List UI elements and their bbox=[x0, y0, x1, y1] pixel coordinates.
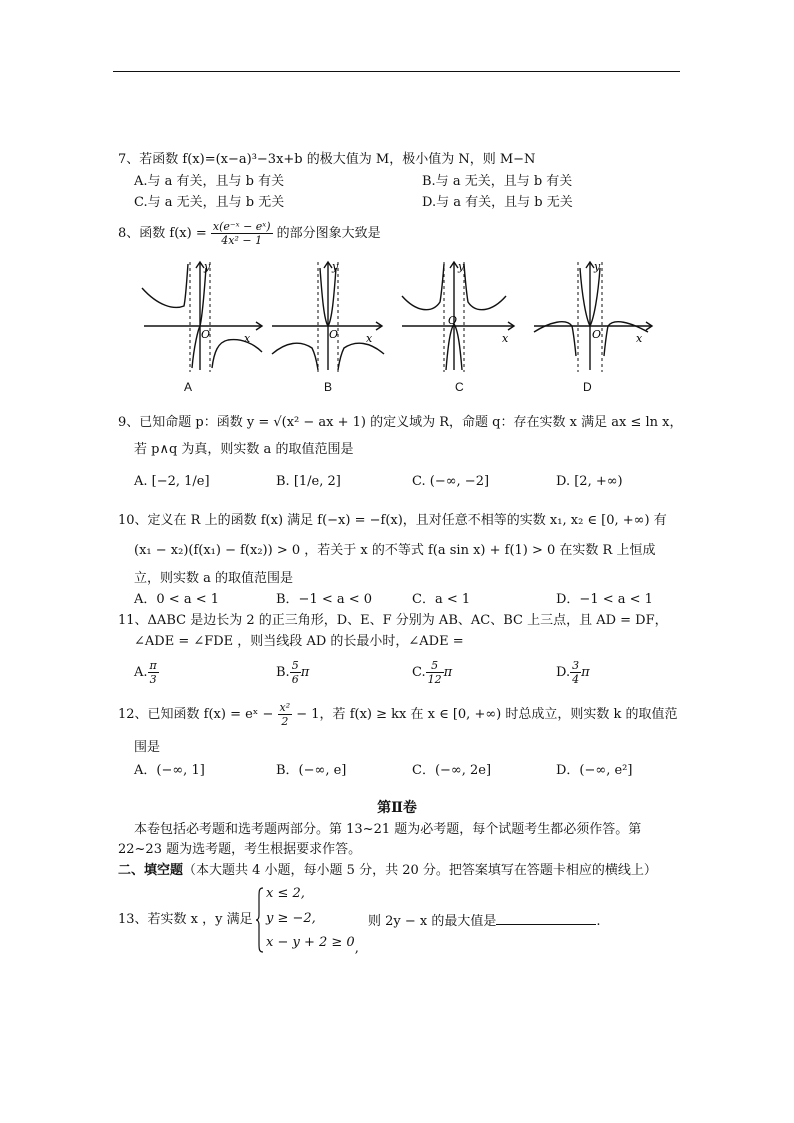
q11-d-num: 3 bbox=[572, 659, 580, 672]
axis-y-label: y bbox=[332, 260, 339, 273]
q8-label-d: D bbox=[583, 380, 592, 394]
q11-c-num: 5 bbox=[426, 659, 444, 673]
q11-option-a bbox=[134, 656, 159, 690]
curve-left bbox=[142, 264, 188, 307]
q9-line1: 9、已知命题 p：函数 y = √(x² − ax + 1) 的定义域为 R，命题 q：存在实数 x 满足 ax ≤ ln x， bbox=[118, 415, 683, 430]
q12-den: 2 bbox=[281, 715, 289, 728]
q11-d-prefix: D. bbox=[556, 665, 571, 680]
q11-line2: ∠ADE = ∠FDE ，则当线段 AD 的长最小时，∠ADE = bbox=[134, 634, 464, 649]
axis-y-label: y bbox=[204, 260, 211, 273]
q13-brace-icon bbox=[256, 887, 264, 953]
q11-b-prefix: B. bbox=[276, 665, 290, 680]
q7-option-c: C.与 a 无关，且与 b 无关 bbox=[134, 195, 285, 210]
q11-a-den: 3 bbox=[149, 673, 157, 686]
q13-end: . bbox=[596, 914, 601, 929]
q13-answer-blank[interactable] bbox=[496, 910, 596, 925]
q8-graph-c bbox=[398, 256, 520, 374]
q11-b-frac bbox=[290, 659, 301, 686]
q8-label-c: C bbox=[455, 380, 464, 394]
axis-x-label: x bbox=[636, 332, 643, 345]
q11-d-pi: π bbox=[581, 665, 590, 680]
section2-title: 第Ⅱ卷 bbox=[377, 800, 417, 816]
q7-stem: 7、若函数 f(x)=(x−a)³−3x+b 的极大值为 M，极小值为 N，则 M−N bbox=[118, 152, 536, 167]
q11-a-prefix: A. bbox=[134, 665, 148, 680]
q12-option-d: D．(−∞, e²] bbox=[556, 763, 633, 778]
q9-option-b: B. [1/e, 2] bbox=[276, 474, 341, 489]
origin-label: O bbox=[448, 314, 458, 327]
q12-pre: 12、已知函数 f(x) = eˣ − bbox=[118, 707, 274, 722]
q8-den: 4x² − 1 bbox=[221, 234, 263, 247]
q11-c-frac bbox=[426, 659, 444, 686]
q8-stem bbox=[118, 216, 381, 252]
q11-c-pi: π bbox=[443, 665, 453, 680]
section2-intro1: 本卷包括必考题和选考题两部分。第 13~21 题为必考题，每个试题考生都必须作答。第 bbox=[134, 822, 642, 837]
q13-mid: 则 2y − x 的最大值是 bbox=[368, 914, 497, 929]
q13-question bbox=[368, 910, 601, 932]
header-rule bbox=[113, 71, 680, 72]
q10-option-a: A．0 < a < 1 bbox=[134, 592, 219, 607]
curve-right bbox=[212, 340, 262, 368]
q10-line1: 10、定义在 R 上的函数 f(x) 满足 f(−x) = −f(x)，且对任意不相等的实数 x₁, x₂ ∈ [0, +∞) 有 bbox=[118, 513, 667, 528]
origin-label: O bbox=[329, 328, 339, 341]
q8-label-b: B bbox=[324, 380, 333, 394]
axis-x-label: x bbox=[502, 332, 509, 345]
q8-graph-d bbox=[530, 256, 658, 374]
curve-middle bbox=[192, 268, 206, 368]
origin-label: O bbox=[201, 328, 211, 341]
q7-option-b: B.与 a 无关，且与 b 有关 bbox=[422, 174, 573, 189]
axis-y-label: y bbox=[594, 260, 601, 273]
q12-option-b: B．(−∞, e] bbox=[276, 763, 347, 778]
q13-prefix: 13、若实数 x ，y 满足 bbox=[118, 912, 253, 927]
q11-option-b bbox=[276, 656, 309, 690]
q11-a-num: π bbox=[149, 659, 157, 672]
q12-frac bbox=[278, 701, 293, 728]
axis-x-label: x bbox=[244, 332, 251, 345]
q9-option-a: A. [−2, 1/e] bbox=[134, 474, 210, 489]
q9-option-d: D. [2, +∞) bbox=[556, 474, 623, 489]
q13-constraint-2: y ≥ −2, bbox=[266, 911, 316, 926]
q12-num: x² bbox=[279, 701, 291, 714]
q11-d-frac bbox=[570, 659, 581, 686]
q11-option-d bbox=[556, 656, 590, 690]
q11-line1: 11、ΔABC 是边长为 2 的正三角形，D、E、F 分别为 AB、AC、BC 上三点，且 AD = DF， bbox=[118, 613, 668, 628]
q10-option-d: D．−1 < a < 1 bbox=[556, 592, 653, 607]
q11-b-den: 6 bbox=[291, 673, 299, 686]
q8-label-a: A bbox=[184, 380, 193, 394]
q9-line2: 若 p∧q 为真，则实数 a 的取值范围是 bbox=[134, 442, 354, 457]
origin-label: O bbox=[592, 328, 602, 341]
q11-b-num: 5 bbox=[291, 659, 299, 672]
q8-graph-a bbox=[138, 256, 268, 374]
q13-constraint-3-text: x − y + 2 ≥ 0 bbox=[266, 935, 355, 950]
q8-prefix: 8、函数 f(x) = bbox=[118, 226, 207, 241]
q8-fraction bbox=[211, 220, 273, 247]
q11-b-pi: π bbox=[300, 665, 310, 680]
q10-option-b: B．−1 < a < 0 bbox=[276, 592, 373, 607]
q8-graph-b bbox=[268, 256, 388, 374]
section2-intro2: 22~23 题为选考题，考生根据要求作答。 bbox=[118, 842, 362, 857]
q13-constraint-3-tail: , bbox=[354, 941, 359, 956]
q12-post: − 1，若 f(x) ≥ kx 在 x ∈ [0, +∞) 时总成立，则实数 k 的取值范 bbox=[296, 707, 678, 722]
q13-constraint-1: x ≤ 2, bbox=[266, 886, 305, 901]
q10-option-c: C．a < 1 bbox=[412, 592, 471, 607]
q8-suffix: 的部分图象大致是 bbox=[276, 226, 381, 241]
q11-d-den: 4 bbox=[572, 673, 580, 686]
q12-option-c: C．(−∞, 2e] bbox=[412, 763, 492, 778]
q7-option-a: A.与 a 有关，且与 b 有关 bbox=[134, 174, 285, 189]
q11-a-frac bbox=[148, 659, 159, 686]
axis-x-label: x bbox=[366, 332, 373, 345]
q10-line3: 立，则实数 a 的取值范围是 bbox=[134, 571, 294, 586]
q11-c-den: 12 bbox=[427, 673, 442, 686]
axis-y-label: y bbox=[458, 260, 465, 273]
q11-option-c bbox=[412, 656, 452, 690]
q9-option-c: C. (−∞, −2] bbox=[412, 474, 490, 489]
q12-option-a: A．(−∞, 1] bbox=[134, 763, 205, 778]
section2-heading-bold: 二、填空题 bbox=[118, 863, 184, 878]
q12-line1 bbox=[118, 698, 678, 732]
q11-c-prefix: C. bbox=[412, 665, 426, 680]
q8-num: x(e⁻ˣ − eˣ) bbox=[212, 220, 271, 233]
q13-constraint-3 bbox=[266, 933, 359, 956]
q7-option-d: D.与 a 有关，且与 b 无关 bbox=[422, 195, 573, 210]
section2-heading-rest: （本大题共 4 小题，每小题 5 分，共 20 分。把答案填写在答题卡相应的横线上） bbox=[183, 863, 657, 878]
q10-line2: (x₁ − x₂)(f(x₁) − f(x₂)) > 0 ，若关于 x 的不等式 f(a sin x) + f(1) > 0 在实数 R 上恒成 bbox=[134, 543, 656, 558]
q12-line2: 围是 bbox=[134, 740, 161, 755]
section2-heading bbox=[118, 861, 657, 881]
